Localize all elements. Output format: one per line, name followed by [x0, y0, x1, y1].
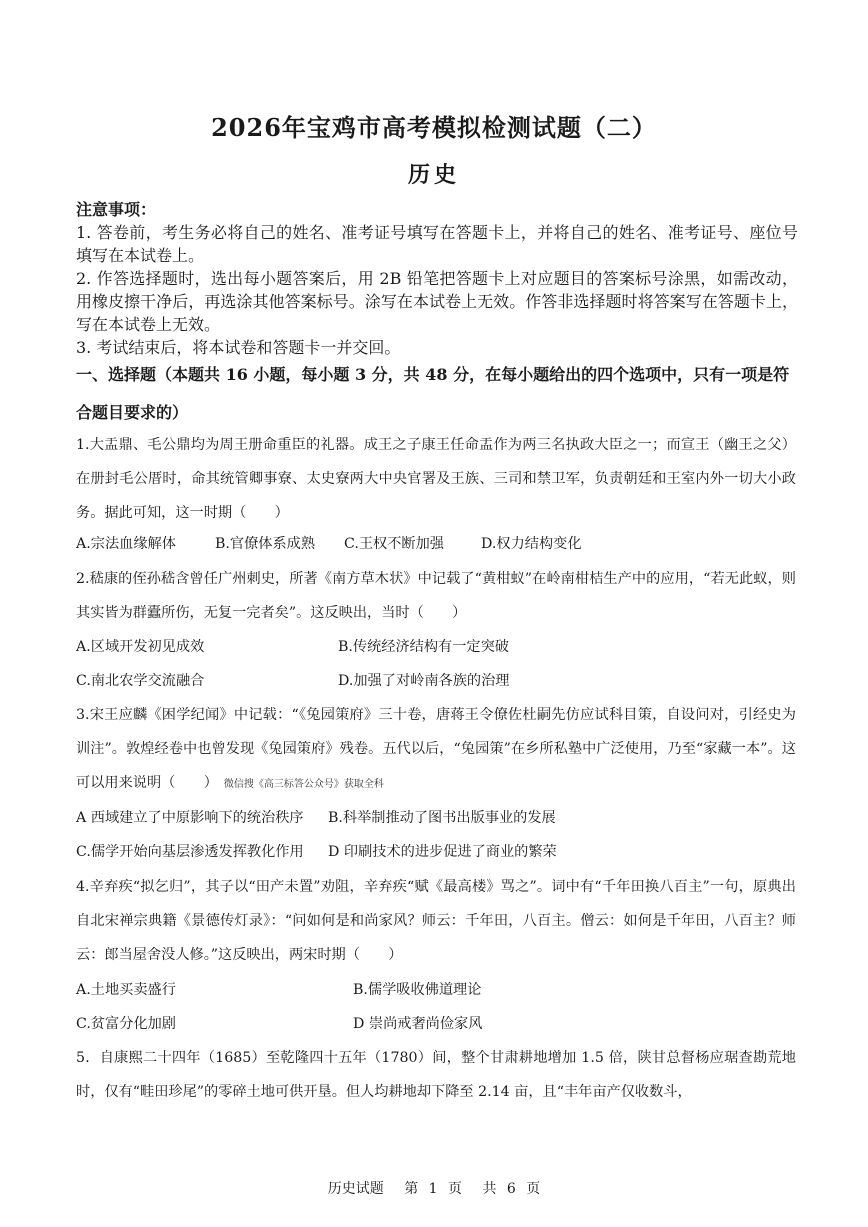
option-d: D 崇尚戒奢尚俭家风 [353, 1016, 483, 1032]
option-a: A.宗法血缘解体 [76, 536, 176, 552]
question-5-stem: 5．自康熙二十四年（1685）至乾隆四十五年（1780）间，整个甘肃耕地增加 1.5 倍，陕甘总督杨应琚查勘荒地时，仅有“畦田珍尾”的零碎土地可供开垦。但人均耕地却下降至 2.14 亩，且“丰年亩产仅收数斗， [76, 1050, 796, 1100]
watermark-text: 微信搜《高三标答公众号》获取全科 [223, 779, 384, 790]
exam-title: 2026年宝鸡市高考模拟检测试题（二） [211, 113, 657, 142]
option-b: B.儒学吸收佛道理论 [353, 982, 482, 998]
footer-page-number: 第 1 页 [404, 1181, 462, 1197]
question-3-options-row2 [76, 835, 796, 869]
option-d: D.加强了对岭南各族的治理 [338, 673, 510, 689]
subject-title: 历史 [407, 162, 460, 188]
section-heading: 一、选择题（本题共 16 小题，每小题 3 分，共 48 分，在每小题给出的四个选项中，只有一项是符合题目要求的） [76, 365, 790, 422]
option-b: B.官僚体系成熟 [215, 536, 316, 552]
option-d: D.权力结构变化 [481, 536, 582, 552]
option-b: B.传统经济结构有一定突破 [338, 639, 509, 655]
notice-item-2: 2. 作答选择题时，选出每小题答案后，用 2B 铅笔把答题卡上对应题目的答案标号涂黑，如需改动，用橡皮擦干净后，再选涂其他答案标号。涂写在本试卷上无效。作答非选择题时将答案写在答题卡上，写在本试卷上无效。 [76, 269, 798, 334]
option-c: C.贫富分化加剧 [76, 1016, 176, 1032]
question-2-stem: 2.嵇康的侄孙嵇含曾任广州刺史，所著《南方草木状》中记载了“黄柑蚁”在岭南柑桔生产中的应用，“若无此蚁，则其实皆为群蠹所伤，无复一完者矣”。这反映出，当时（ ） [76, 571, 796, 621]
option-c: C.儒学开始向基层渗透发挥教化作用 [76, 844, 304, 860]
question-4-stem: 4.辛弃疾“拟乞归”，其子以“田产未置”劝阻，辛弃疾“赋《最高楼》骂之”。词中有“千年田换八百主”一句，原典出自北宋禅宗典籍《景德传灯录》：“问如何是和尚家风？师云：千年田，八百主。僧云：如何是千年田，八百主？师云：郎当屋舍没人修。”这反映出，两宋时期（ ） [76, 879, 796, 963]
question-1-options [76, 527, 796, 561]
question-1-stem: 1.大盂鼎、毛公鼎均为周王册命重臣的礼器。成王之子康王任命盂作为两三名执政大臣之一；而宣王（幽王之父）在册封毛公厝时，命其统管卿事寮、太史寮两大中央官署及王族、三司和禁卫军，负责朝廷和王室内外一切大小政务。据此可知，这一时期（ ） [76, 437, 796, 521]
option-b: B.科举制推动了图书出版事业的发展 [328, 810, 556, 826]
option-c: C.南北农学交流融合 [76, 673, 205, 689]
option-d: D 印刷技术的进步促进了商业的繁荣 [328, 844, 557, 860]
footer-subject: 历史试题 [327, 1181, 384, 1197]
question-2-options-row2 [76, 664, 796, 698]
notice-heading: 注意事项： [76, 200, 157, 219]
option-c: C.王权不断加强 [344, 536, 444, 552]
footer-total-pages: 共 6 页 [482, 1181, 541, 1197]
question-3-options-row1 [76, 801, 796, 835]
option-a: A.土地买卖盛行 [76, 982, 176, 998]
question-4-options-row2 [76, 1007, 796, 1041]
notice-item-3: 3. 考试结束后，将本试卷和答题卡一并交回。 [76, 338, 401, 357]
notice-item-1: 1. 答卷前，考生务必将自己的姓名、准考证号填写在答题卡上，并将自己的姓名、准考证号、座位号填写在本试卷上。 [76, 223, 798, 265]
question-4-options-row1 [76, 973, 796, 1007]
question-3-stem [76, 698, 796, 802]
notice-block [76, 198, 798, 359]
question-2-options-row1 [76, 630, 796, 664]
option-a: A.区域开发初见成效 [76, 639, 205, 655]
question-3-text: 3.宋王应麟《困学纪闻》中记载：“《兔园策府》三十卷，唐蒋王令僚佐杜嗣先仿应试科目策，自设问对，引经史为训注”。敦煌经卷中也曾发现《兔园策府》残卷。五代以后，“兔园策”在乡所私塾中广泛使用，乃至“家藏一本”。这可以用来说明（ ） [76, 707, 796, 791]
option-a: A 西域建立了中原影响下的统治秩序 [76, 810, 304, 826]
page-footer [0, 1178, 868, 1198]
